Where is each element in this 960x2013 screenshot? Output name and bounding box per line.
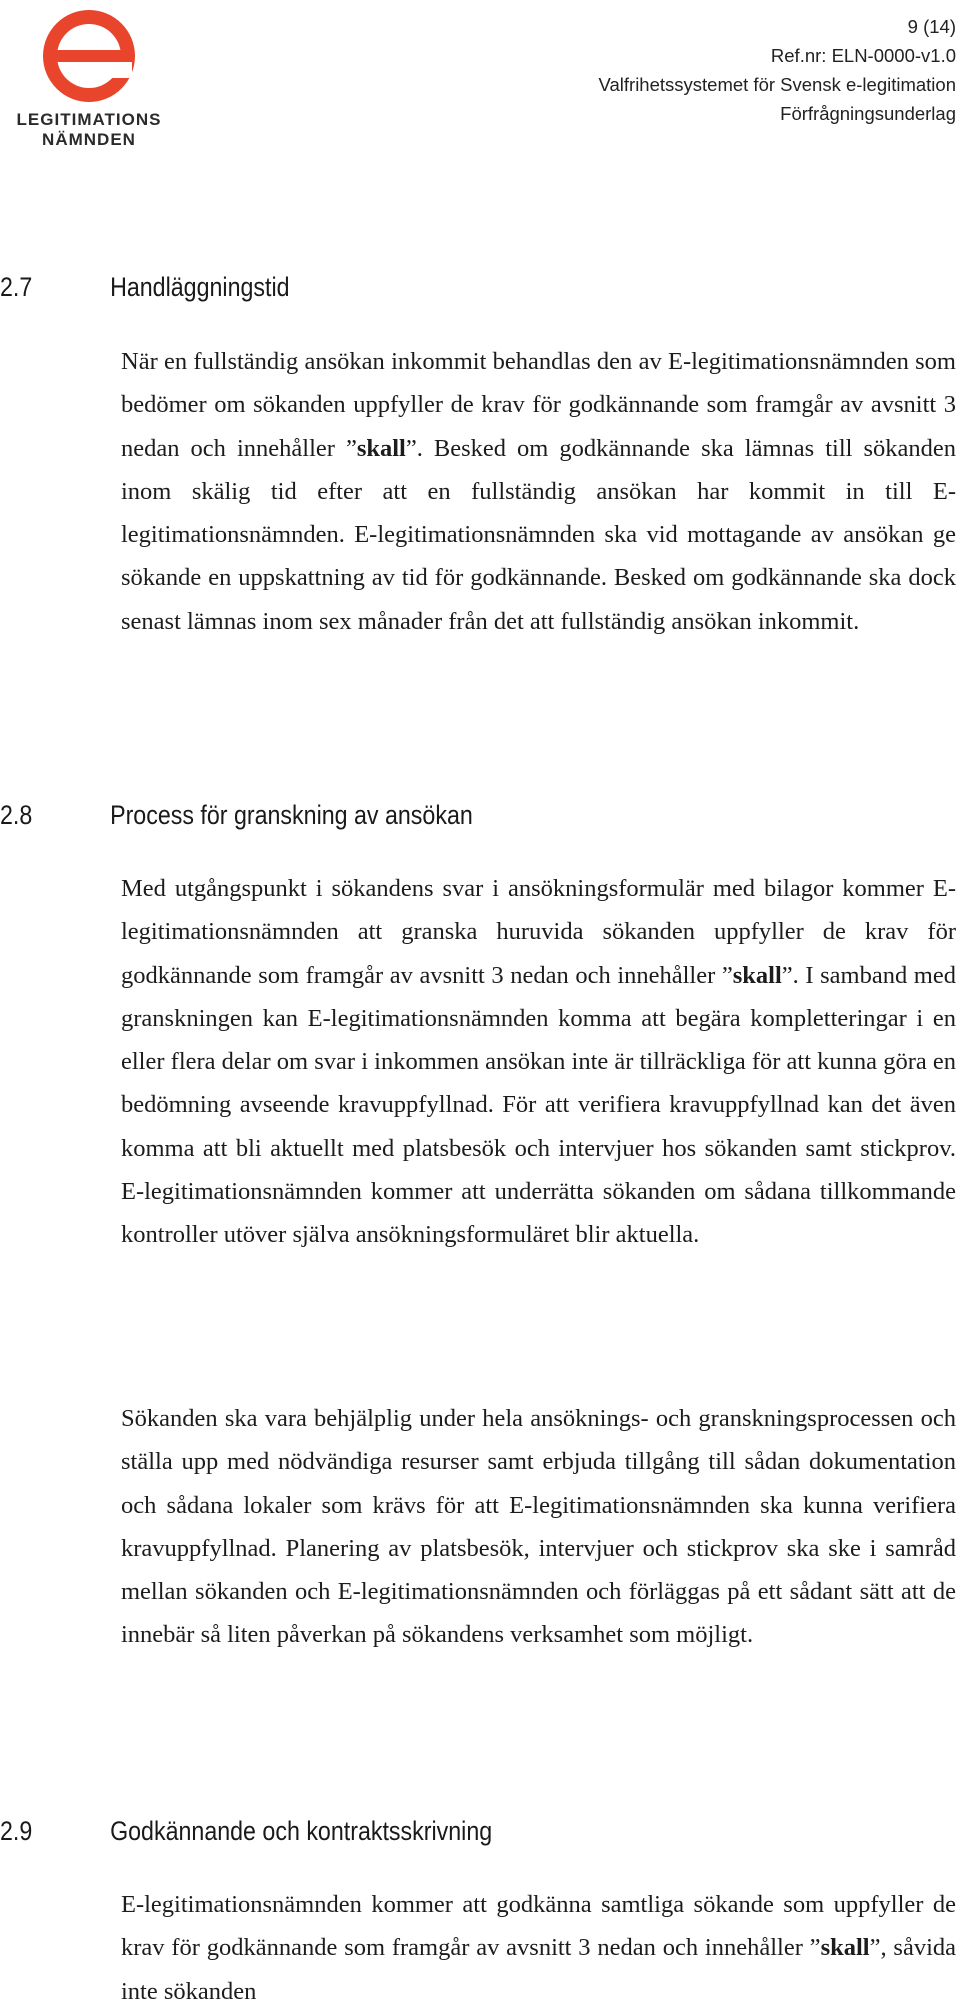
paragraph-granskning-1: Med utgångspunkt i sökandens svar i ansökningsformulär med bilagor kommer E-legitimationsnämnden att granska huruvida sökanden uppfyller de krav för godkännande som framgår av avsnitt 3 nedan och innehåller ”skall”. I samband med granskningen kan E-legitimationsnämnden komma att begära kompletteringar i en eller flera delar om svar i inkommen ansökan inte är tillräckliga för att kunna göra en bedömning avseende kravuppfyllnad. För att verifiera kravuppfyllnad kan det även komma att bli aktuellt med platsbesök och intervjuer hos sökanden samt stickprov. E-legitimationsnämnden kommer att underrätta sökanden om sådana tillkommande kontroller utöver själva ansökningsformuläret blir aktuella. [121,875,956,1249]
section-heading-2-9 [0,1816,492,1847]
document-title: Valfrihetssystemet för Svensk e-legitimation [598,74,956,95]
section-number: 2.7 [0,272,33,302]
page-number: 9 (14) [907,16,956,37]
logo-line-2: NÄMNDEN [42,130,136,149]
section-title: Godkännande och kontraktsskrivning [110,1816,493,1846]
section-title: Process för granskning av ansökan [110,800,473,830]
logo [4,6,174,149]
page-header [599,12,956,128]
logo-line-1: LEGITIMATIONS [16,110,162,129]
section-heading-2-8 [0,800,473,831]
paragraph-godkannande: E-legitimationsnämnden kommer att godkänna samtliga sökande som uppfyller de krav för godkännande som framgår av avsnitt 3 nedan och innehåller ”skall”, såvida inte sökanden [121,1891,957,2005]
section-number: 2.8 [0,800,33,830]
reference-number: Ref.nr: ELN-0000-v1.0 [770,45,956,66]
section-number: 2.9 [0,1816,33,1846]
section-title: Handläggningstid [110,272,290,302]
paragraph-handlaggningstid: När en fullständig ansökan inkommit behandlas den av E-legitimationsnämnden som bedömer om sökanden uppfyller de krav för godkännande som framgår av avsnitt 3 nedan och innehåller ”skall”. Besked om godkännande ska lämnas till sökanden inom skälig tid efter att en fullständig ansökan har kommit in till E-legitimationsnämnden. E-legitimationsnämnden ska vid mottagande av ansökan ge sökande en uppskattning av tid för godkännande. Besked om godkännande ska dock senast lämnas inom sex månader från det att fullständig ansökan inkommit. [121,348,957,635]
document-subtitle: Förfrågningsunderlag [780,103,956,124]
section-heading-2-7 [0,272,290,303]
paragraph-granskning-2: Sökanden ska vara behjälplig under hela ansöknings- och granskningsprocessen och ställa upp med nödvändiga resurser samt erbjuda tillgång till sådan dokumentation och sådana lokaler som krävs för att E-legitimationsnämnden ska kunna verifiera kravuppfyllnad. Planering av platsbesök, intervjuer och stickprov ska ske i samråd mellan sökanden och E-legitimationsnämnden och förläggas på ett sådant sätt att de innebär så liten påverkan på sökandens verksamhet som möjligt. [121,1405,956,1649]
e-logo-icon [4,6,174,110]
